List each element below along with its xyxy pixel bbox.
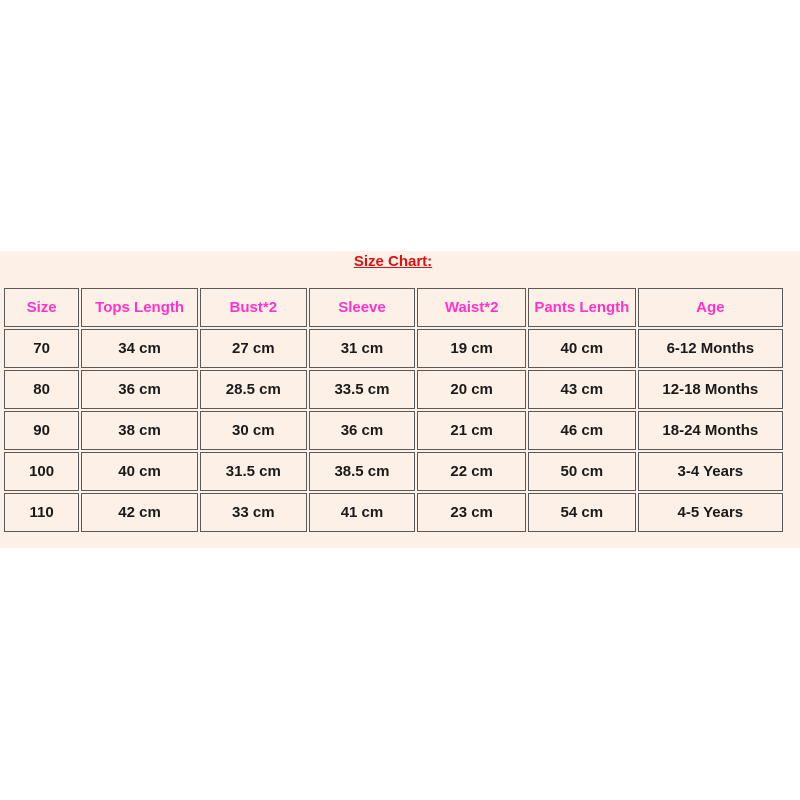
cell-bust: 28.5 cm	[200, 370, 307, 409]
header-size: Size	[4, 288, 79, 327]
table-row	[4, 329, 783, 368]
header-tops-length: Tops Length	[81, 288, 198, 327]
table-row	[4, 452, 783, 491]
table-row	[4, 493, 783, 532]
cell-size: 110	[4, 493, 79, 532]
cell-tops-length: 34 cm	[81, 329, 198, 368]
cell-waist: 23 cm	[417, 493, 526, 532]
header-pants-length: Pants Length	[528, 288, 636, 327]
cell-pants-length: 43 cm	[528, 370, 636, 409]
cell-sleeve: 31 cm	[309, 329, 416, 368]
cell-pants-length: 50 cm	[528, 452, 636, 491]
cell-pants-length: 46 cm	[528, 411, 636, 450]
cell-sleeve: 41 cm	[309, 493, 416, 532]
cell-waist: 22 cm	[417, 452, 526, 491]
cell-bust: 30 cm	[200, 411, 307, 450]
cell-sleeve: 38.5 cm	[309, 452, 416, 491]
header-row	[4, 288, 783, 327]
header-waist: Waist*2	[417, 288, 526, 327]
cell-bust: 33 cm	[200, 493, 307, 532]
cell-tops-length: 36 cm	[81, 370, 198, 409]
cell-waist: 21 cm	[417, 411, 526, 450]
cell-age: 4-5 Years	[638, 493, 783, 532]
cell-age: 6-12 Months	[638, 329, 783, 368]
cell-waist: 19 cm	[417, 329, 526, 368]
cell-tops-length: 40 cm	[81, 452, 198, 491]
cell-size: 100	[4, 452, 79, 491]
cell-size: 80	[4, 370, 79, 409]
cell-size: 90	[4, 411, 79, 450]
cell-age: 12-18 Months	[638, 370, 783, 409]
cell-tops-length: 42 cm	[81, 493, 198, 532]
size-chart-panel	[0, 251, 800, 548]
cell-sleeve: 36 cm	[309, 411, 416, 450]
cell-bust: 31.5 cm	[200, 452, 307, 491]
header-bust: Bust*2	[200, 288, 307, 327]
size-chart-table	[2, 286, 785, 534]
cell-pants-length: 40 cm	[528, 329, 636, 368]
size-chart-title: Size Chart:	[353, 253, 433, 270]
table-row	[4, 411, 783, 450]
cell-tops-length: 38 cm	[81, 411, 198, 450]
cell-age: 18-24 Months	[638, 411, 783, 450]
cell-size: 70	[4, 329, 79, 368]
header-age: Age	[638, 288, 783, 327]
cell-age: 3-4 Years	[638, 452, 783, 491]
cell-waist: 20 cm	[417, 370, 526, 409]
cell-sleeve: 33.5 cm	[309, 370, 416, 409]
cell-bust: 27 cm	[200, 329, 307, 368]
table-row	[4, 370, 783, 409]
header-sleeve: Sleeve	[309, 288, 416, 327]
cell-pants-length: 54 cm	[528, 493, 636, 532]
